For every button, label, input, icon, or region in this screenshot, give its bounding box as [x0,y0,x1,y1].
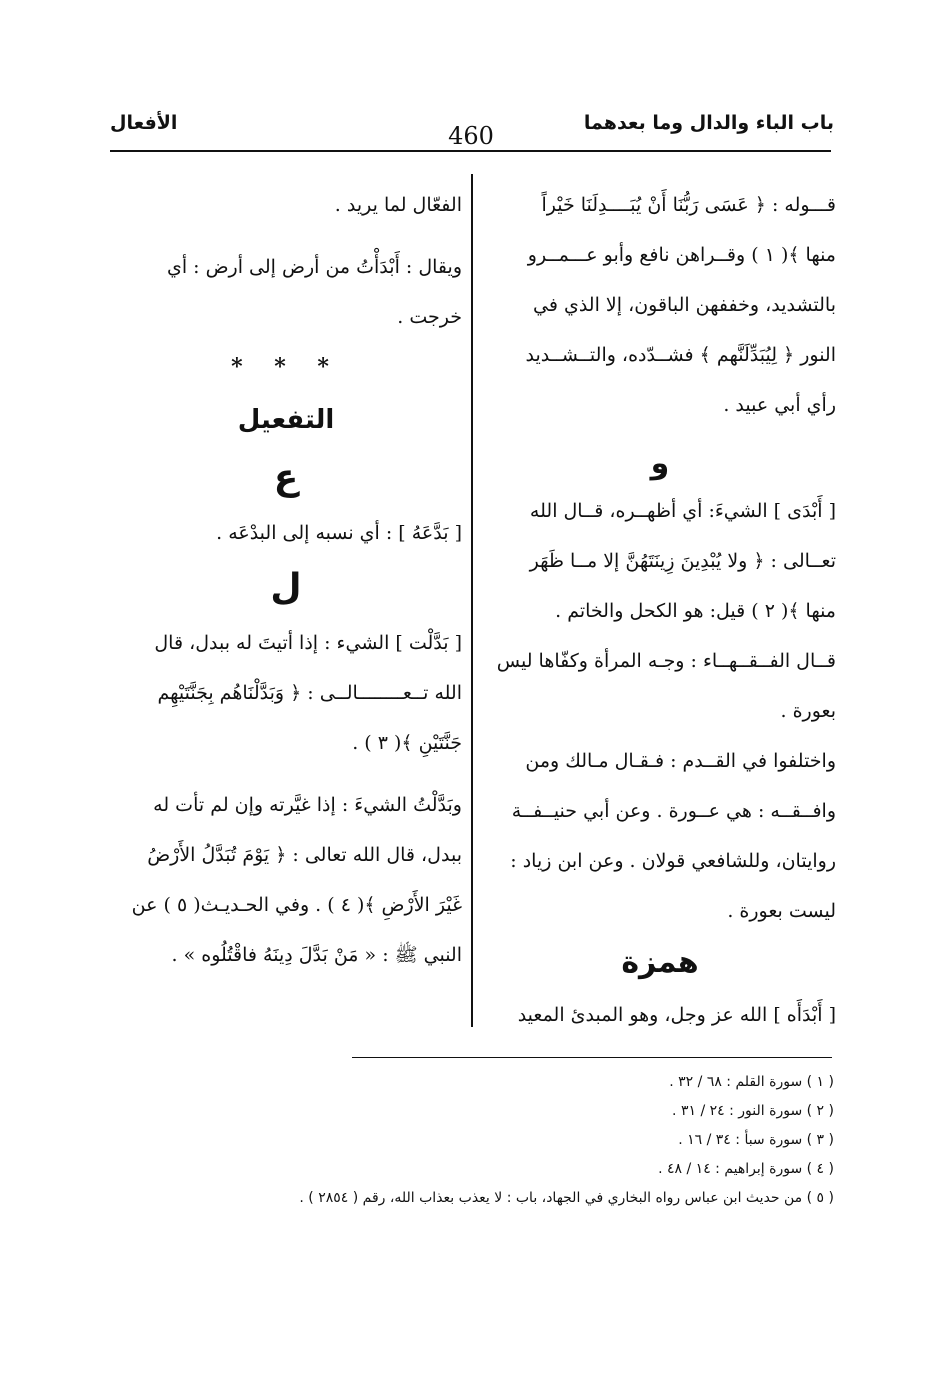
text-line: الفعّال لما يريد . [334,194,462,216]
heading-hamza: همزة [621,945,699,980]
text-line: [ بَدَّلْت ] الشيء : إذا أتيتَ له ببدل، قال [154,632,462,654]
text-line: [ بَدَّعَهُ ] : أي نسبه إلى البدْعَه . [216,522,462,544]
text-line: تعــالى : ﴿ ولا يُبْدِينَ زِينَتَهُنَّ إلا مــا ظَهَر [529,550,836,572]
footnote: ( ٤ ) سورة إبراهيم : ١٤ / ٤٨ . [658,1161,834,1177]
section-separator-stars: * * * [231,354,341,380]
heading-tafil: التفعيل [237,405,335,435]
left-column [110,180,462,980]
footnotes [214,1068,834,1213]
text-line: بعورة . [780,700,836,722]
text-line: غَيْرَ الأَرْضِ ﴾( ٤ ) . وفي الحـديـث( ٥ ) عن [131,894,462,916]
text-line: روايتان، وللشافعي قولان . وعن ابن زياد : [510,850,836,872]
text-line: الله تــعــــــــالــى : ﴿ وَبَدَّلْنَاهُم بِجَنَّتَيْهِم [157,682,462,704]
chapter-title: باب الباء والدال وما بعدهما [583,112,834,134]
footnote: ( ٢ ) سورة النور : ٢٤ / ٣١ . [672,1103,834,1119]
text-line: خرجت . [397,306,462,328]
footnote: ( ١ ) سورة القلم : ٦٨ / ٣٢ . [669,1074,834,1090]
text-line: وافــقــه : هي عــورة . وعن أبي حنيــفــة [511,800,836,822]
page-number: 460 [448,122,494,150]
text-line: وبَدَّلْتُ الشيءَ : إذا غيَّرته وإن لم تأت له [153,794,462,816]
heading-lam: ل [270,567,302,608]
text-line: النبي ﷺ : « مَنْ بَدَّلَ دِينَهُ فاقْتُلُوه » . [171,944,462,966]
text-line: واختلفوا في القــدم : فـقـال مـالك ومن [525,750,836,772]
text-line: [ أَبْدَأَه ] الله عز وجل، وهو المبدئ المعيد [517,1004,836,1026]
heading-ain: ع [273,457,299,498]
footnote: ( ٣ ) سورة سبأ : ٣٤ / ١٦ . [678,1132,834,1148]
text-line: منها ﴾( ١ ) وقــراهن نافع وأبو عـــمــرو [527,244,836,266]
text-line: ويقال : أَبْدَأْتُ من أرض إلى أرض : أي [166,256,462,278]
right-column [484,180,836,1040]
footnote: ( ٥ ) من حديث ابن عباس رواه البخاري في الجهاد، باب : لا يعذب بعذاب الله، رقم ( ٢٨٥٤ ) . [299,1190,834,1206]
text-line: رأي أبي عبيد . [723,394,836,416]
heading-waw: و [650,446,670,481]
footnote-rule [352,1057,832,1058]
text-line: قــال الفــقــهــاء : وجـه المرأة وكفّاها ليس [496,650,836,672]
section-title: الأفعال [110,112,178,134]
text-line: قـــوله : ﴿ عَسَى رَبُّنَا أَنْ يُبَــــدِلَنَا خَيْراً [541,194,836,216]
text-line: جَنَّتَيْنِ ﴾( ٣ ) . [352,732,462,754]
text-line: ببدل، قال الله تعالى : ﴿ يَوْمَ تُبَدَّلُ الأَرْضُ [147,844,462,866]
header-rule [110,150,831,152]
text-line: بالتشديد، وخففهن الباقون، إلا الذي في [533,294,836,316]
text-line: ليست بعورة . [727,900,836,922]
column-divider [471,174,473,1027]
text-line: النور ﴿ لِيُبَدِّلَنَّهم ﴾ فشــدّده، والتــشــديد [525,344,836,366]
text-line: [ أَبْدَى ] الشيءَ: أي أظهــره، قــال الله [529,500,836,522]
text-line: منها ﴾( ٢ ) قيل: هو الكحل والخاتم . [555,600,836,622]
